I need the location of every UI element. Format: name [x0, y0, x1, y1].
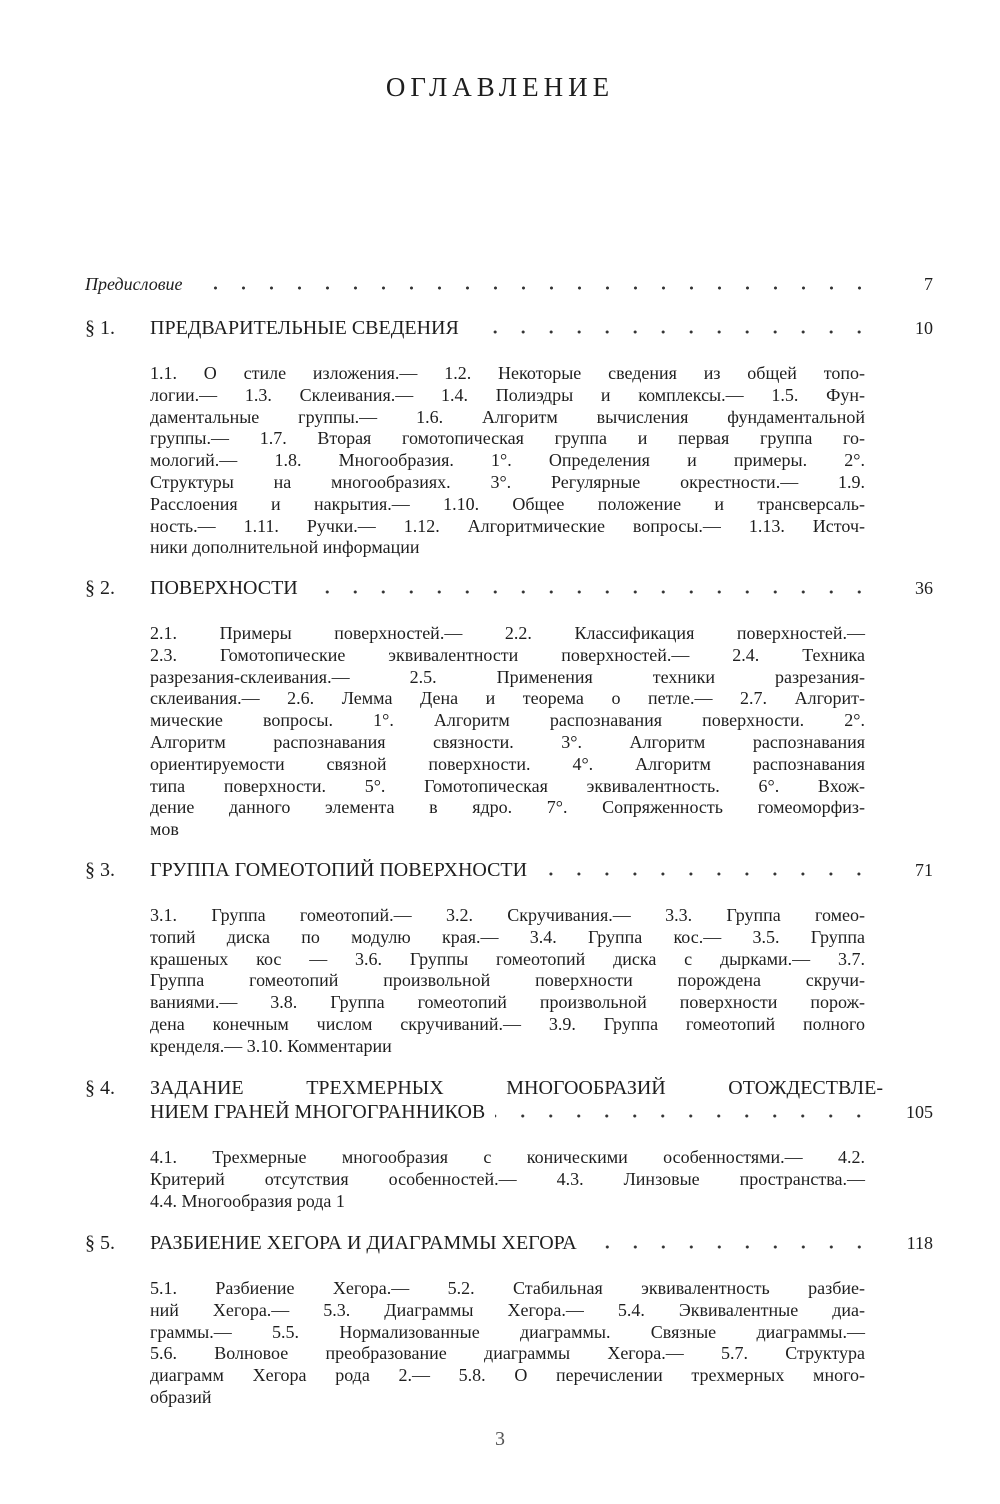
section-number: § 5.: [85, 1232, 115, 1254]
toc-section: [85, 1231, 933, 1409]
section-title: ПРЕДВАРИТЕЛЬНЫЕ СВЕДЕНИЯ: [150, 317, 459, 339]
contents-line: склеивания.— 2.6. Лемма Дена и теорема о петле.— 2.7. Алгорит-: [150, 688, 865, 709]
contents-line: образий: [150, 1386, 212, 1407]
contents-line: топий диска по модулю края.— 3.4. Группа кос.— 3.5. Группа: [150, 926, 865, 947]
section-number: § 2.: [85, 577, 115, 599]
contents-line: мов: [150, 819, 179, 840]
contents-line: Алгоритм распознавания связности. 3°. Алгоритм распознавания: [150, 731, 865, 752]
contents-line: 1.1. О стиле изложения.— 1.2. Некоторые сведения из общей топо-: [150, 363, 865, 383]
contents-line: 2.1. Примеры поверхностей.— 2.2. Классификация поверхностей.—: [150, 623, 865, 643]
contents-line: мологий.— 1.8. Многообразия. 1°. Определения и примеры. 2°.: [150, 450, 865, 471]
contents-line: граммы.— 5.5. Нормализованные диаграммы. Связные диаграммы.—: [150, 1321, 865, 1342]
contents-line: Структуры на многообразиях. 3°. Регулярные окрестности.— 1.9.: [150, 471, 865, 492]
contents-line: 5.6. Волновое преобразование диаграммы Хегора.— 5.7. Структура: [150, 1343, 865, 1364]
dot-leader: [587, 1238, 873, 1250]
contents-line: диаграмм Хегора рода 2.— 5.8. О перечислении трехмерных много-: [150, 1365, 865, 1386]
contents-line: 3.1. Группа гомеотопий.— 3.2. Скручивания.— 3.3. Группа гомео-: [150, 905, 865, 925]
page-number: 7: [924, 274, 933, 294]
contents-line: ваниями.— 3.8. Группа гомеотопий произвольной поверхности порож-: [150, 992, 865, 1013]
folio-page-number: 3: [495, 1428, 505, 1450]
toc-section: [85, 1076, 933, 1212]
contents-line: 4.4. Многообразия рода 1: [150, 1190, 345, 1211]
page-number: 105: [906, 1102, 933, 1122]
section-number: § 4.: [85, 1077, 115, 1099]
toc-section: [85, 316, 933, 559]
page-number: 10: [915, 318, 933, 338]
section-number: § 1.: [85, 317, 115, 339]
toc-section: [85, 576, 933, 841]
contents-line: ность.— 1.11. Ручки.— 1.12. Алгоритмические вопросы.— 1.13. Источ-: [150, 515, 865, 536]
contents-line: типа поверхности. 5°. Гомотопическая эквивалентность. 6°. Вхож-: [150, 775, 865, 796]
contents-line: мические вопросы. 1°. Алгоритм распознавания поверхности. 2°.: [150, 710, 865, 731]
contents-line: ний Хегора.— 5.3. Диаграммы Хегора.— 5.4. Эквивалентные диа-: [150, 1299, 865, 1320]
contents-line: Критерий отсутствия особенностей.— 4.3. Линзовые пространства.—: [150, 1168, 865, 1189]
section-contents: [150, 363, 865, 559]
contents-line: Расслоения и накрытия.— 1.10. Общее положение и трансверсаль-: [150, 493, 865, 514]
section-title: ЗАДАНИЕ ТРЕХМЕРНЫХ МНОГООБРАЗИЙ ОТОЖДЕСТВЛЕ-: [150, 1077, 883, 1099]
section-contents: [150, 905, 865, 1058]
dot-leader: [537, 865, 873, 877]
dot-leader: [495, 1107, 873, 1119]
section-title: НИЕМ ГРАНЕЙ МНОГОГРАННИКОВ: [150, 1101, 486, 1123]
contents-line: ники дополнительной информации: [150, 537, 420, 558]
preface-label: Предисловие: [85, 274, 183, 294]
toc-section: [85, 858, 933, 1058]
contents-line: дение данного элемента в ядро. 7°. Сопряженность гомеоморфиз-: [150, 797, 865, 818]
page-number: 118: [906, 1233, 933, 1253]
section-contents: [150, 623, 865, 841]
section-title: РАЗБИЕНИЕ ХЕГОРА И ДИАГРАММЫ ХЕГОРА: [150, 1232, 577, 1254]
dot-leader: [308, 583, 873, 595]
contents-line: 2.3. Гомотопические эквивалентности поверхностей.— 2.4. Техника: [150, 644, 865, 665]
contents-line: дена конечным числом скручиваний.— 3.9. Группа гомеотопий полного: [150, 1013, 865, 1034]
contents-line: логии.— 1.3. Склеивания.— 1.4. Полиэдры и комплексы.— 1.5. Фун-: [150, 384, 865, 405]
dot-leader: [193, 279, 873, 291]
section-contents: [150, 1278, 865, 1409]
contents-line: Группа гомеотопий произвольной поверхности порождена скручи-: [150, 970, 865, 991]
section-number: § 3.: [85, 859, 115, 881]
contents-line: группы.— 1.7. Вторая гомотопическая группа и первая группа го-: [150, 428, 865, 449]
toc-entry-preface: [85, 272, 933, 296]
section-title: ГРУППА ГОМЕОТОПИЙ ПОВЕРХНОСТИ: [150, 859, 528, 881]
section-contents: [150, 1147, 865, 1212]
section-title: ПОВЕРХНОСТИ: [150, 577, 298, 599]
contents-line: кренделя.— 3.10. Комментарии: [150, 1035, 392, 1056]
contents-line: ориентируемости связной поверхности. 4°. Алгоритм распознавания: [150, 753, 865, 774]
page-number: 71: [915, 860, 933, 880]
contents-line: даментальные группы.— 1.6. Алгоритм вычисления фундаментальной: [150, 406, 865, 427]
dot-leader: [469, 323, 873, 335]
page-title: ОГЛАВЛЕНИЕ: [385, 72, 615, 102]
contents-line: крашеных кос — 3.6. Группы гомеотопий диска с дырками.— 3.7.: [150, 948, 865, 969]
contents-line: 4.1. Трехмерные многообразия с коническими особенностями.— 4.2.: [150, 1147, 865, 1167]
page-number: 36: [915, 578, 933, 598]
contents-line: разрезания-склеивания.— 2.5. Применения техники разрезания-: [150, 666, 865, 687]
contents-line: 5.1. Разбиение Хегора.— 5.2. Стабильная эквивалентность разбие-: [150, 1278, 865, 1298]
